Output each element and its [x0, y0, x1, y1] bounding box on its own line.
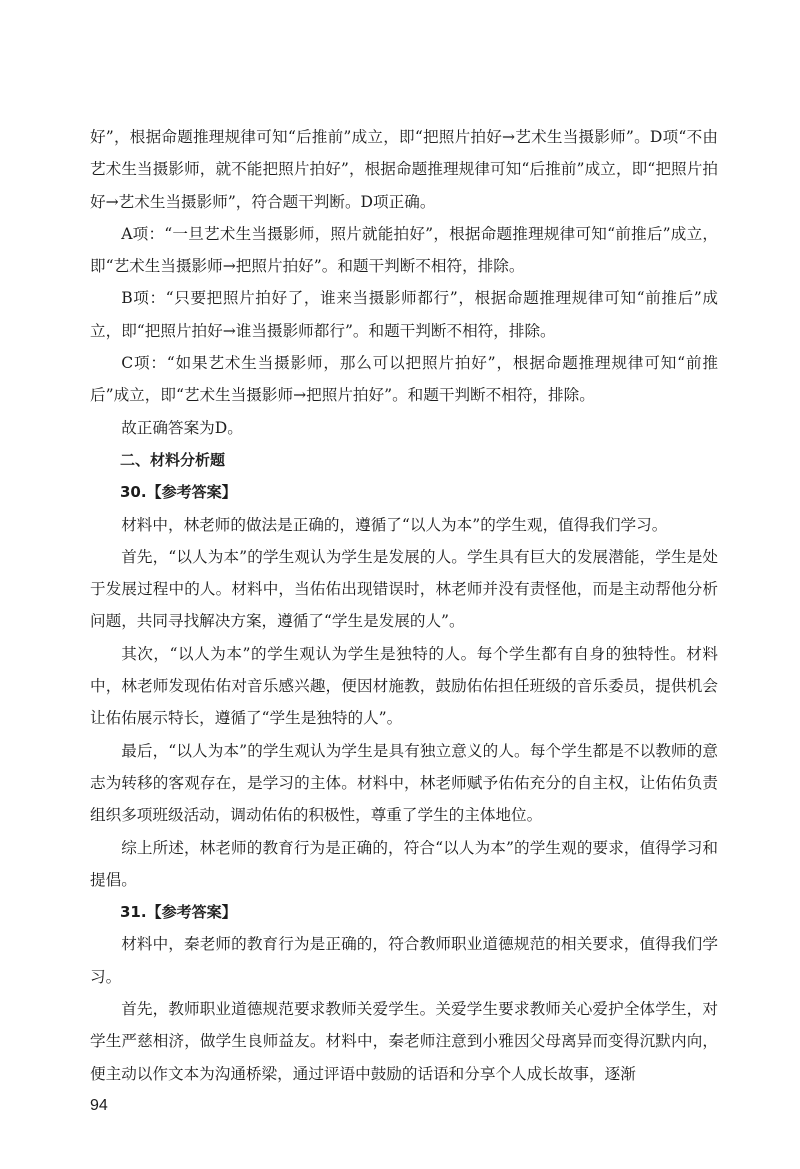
paragraph: 好”，根据命题推理规律可知“后推前”成立，即“把照片拍好→艺术生当摄影师”。D项“不由艺术生当摄影师，就不能把照片拍好”，根据命题推理规律可知“后推前”成立，即“把照片拍好→艺术生当摄影师”，符合题干判断。D项正确。 — [90, 128, 718, 211]
paragraph: A项：“一旦艺术生当摄影师，照片就能拍好”，根据命题推理规律可知“前推后”成立，即“艺术生当摄影师→把照片拍好”。和题干判断不相符，排除。 — [90, 224, 718, 276]
answer-heading: 30.【参考答案】 — [120, 483, 237, 502]
page-number: 94 — [90, 1097, 108, 1114]
paragraph: 材料中，秦老师的教育行为是正确的，符合教师职业道德规范的相关要求，值得我们学习。 — [90, 935, 718, 986]
paragraph: 其次，“以人为本”的学生观认为学生是独特的人。每个学生都有自身的独特性。材料中，林老师发现佑佑对音乐感兴趣，便因材施教，鼓励佑佑担任班级的音乐委员，提供机会让佑佑展示特长，遵循了“学生是独特的人”。 — [90, 644, 718, 728]
document-body — [90, 121, 718, 1090]
paragraph: 首先，“以人为本”的学生观认为学生是发展的人。学生具有巨大的发展潜能，学生是处于发展过程中的人。材料中，当佑佑出现错误时，林老师并没有责怪他，而是主动帮他分析问题，共同寻找解决方案，遵循了“学生是发展的人”。 — [90, 547, 718, 631]
paragraph: 材料中，林老师的做法是正确的，遵循了“以人为本”的学生观，值得我们学习。 — [121, 515, 668, 534]
paragraph: B项：“只要把照片拍好了，谁来当摄影师都行”，根据命题推理规律可知“前推后”成立，即“把照片拍好→谁当摄影师都行”。和题干判断不相符，排除。 — [90, 289, 718, 340]
paragraph: 故正确答案为D。 — [121, 418, 243, 437]
paragraph: 首先，教师职业道德规范要求教师关爱学生。关爱学生要求教师关心爱护全体学生，对学生严慈相济，做学生良师益友。材料中，秦老师注意到小雅因父母离异而变得沉默内向，便主动以作文本为沟通桥梁，通过评语中鼓励的话语和分享个人成长故事，逐渐 — [90, 1000, 718, 1083]
paragraph: 综上所述，林老师的教育行为是正确的，符合“以人为本”的学生观的要求，值得学习和提倡。 — [90, 838, 718, 889]
paragraph: 最后，“以人为本”的学生观认为学生是具有独立意义的人。每个学生都是不以教师的意志为转移的客观存在，是学习的主体。材料中，林老师赋予佑佑充分的自主权，让佑佑负责组织多项班级活动，调动佑佑的积极性，尊重了学生的主体地位。 — [90, 741, 718, 825]
answer-heading: 31.【参考答案】 — [120, 903, 237, 922]
section-heading: 二、材料分析题 — [120, 450, 226, 469]
paragraph: C项：“如果艺术生当摄影师，那么可以把照片拍好”，根据命题推理规律可知“前推后”成立，即“艺术生当摄影师→把照片拍好”。和题干判断不相符，排除。 — [90, 354, 718, 405]
